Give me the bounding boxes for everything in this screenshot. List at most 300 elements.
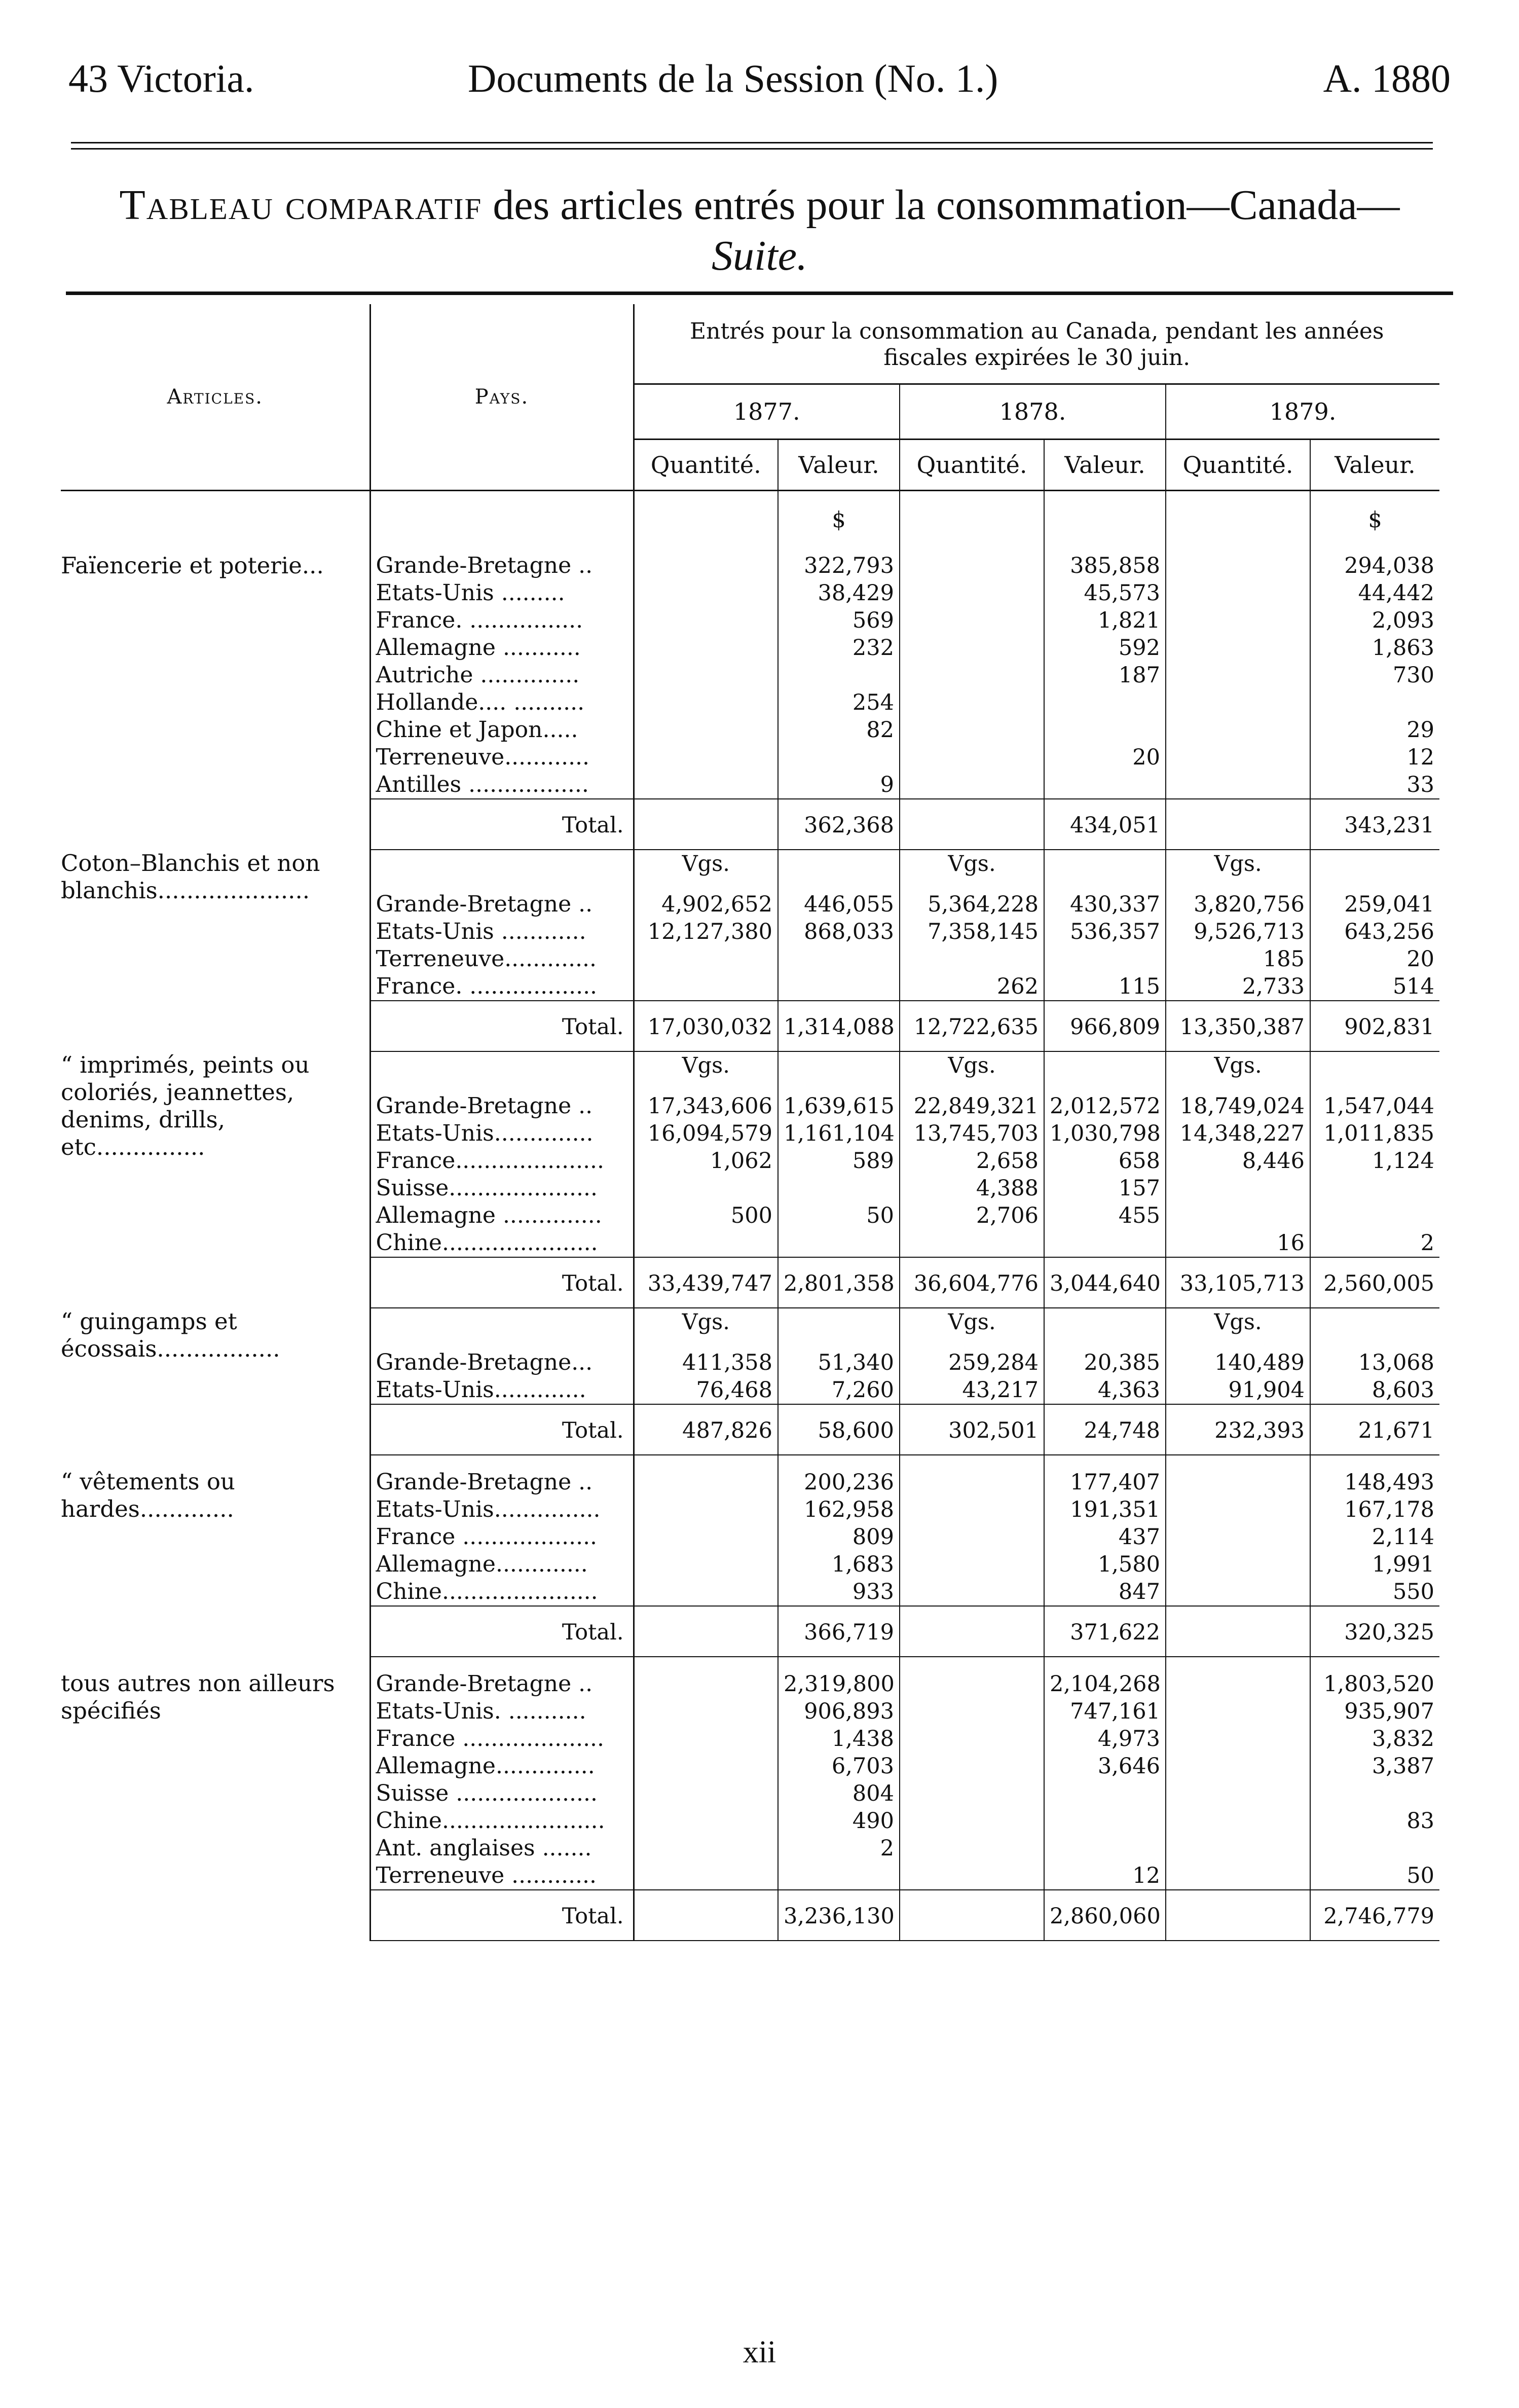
header-period: Entrés pour la consommation au Canada, pendant les années fiscales expirées le 30 juin. xyxy=(634,304,1439,384)
value-cell: 8,603 xyxy=(1372,1377,1435,1403)
value-cell: 446,055 xyxy=(778,878,900,918)
value-cell xyxy=(900,634,1044,662)
value-cell xyxy=(1166,771,1310,799)
value-cell: 259,284 xyxy=(900,1336,1044,1376)
value-cell: 115 xyxy=(1044,973,1166,1001)
total-cell xyxy=(1166,1606,1310,1657)
value-cell xyxy=(900,1523,1044,1551)
unit-label: Vgs. xyxy=(900,1308,1044,1336)
value-cell xyxy=(1044,1807,1166,1835)
value-cell: 232 xyxy=(778,634,900,662)
country-cell: Autriche .............. xyxy=(370,662,634,689)
value-cell: 809 xyxy=(778,1523,900,1551)
value-cell xyxy=(900,1229,1044,1257)
value-cell: 4,363 xyxy=(1044,1376,1166,1404)
value-cell xyxy=(1166,1835,1310,1862)
value-cell: 2,319,800 xyxy=(778,1657,900,1698)
country-cell: Allemagne............. xyxy=(370,1551,634,1578)
value-cell: 38,429 xyxy=(778,579,900,607)
title-lead: Tableau comparatif xyxy=(119,181,483,229)
val-1877: Valeur. xyxy=(778,440,900,491)
value-cell: 536,357 xyxy=(1044,918,1166,945)
value-cell: 550 xyxy=(1392,1579,1435,1604)
value-cell xyxy=(1310,689,1439,716)
total-cell: 24,748 xyxy=(1044,1404,1166,1455)
value-cell xyxy=(1166,1657,1310,1698)
value-cell xyxy=(900,716,1044,744)
total-cell: 343,231 xyxy=(1310,799,1439,850)
value-cell: 747,161 xyxy=(1044,1698,1166,1725)
value-cell: 162,958 xyxy=(778,1496,900,1523)
value-cell: 13,745,703 xyxy=(900,1120,1044,1147)
value-cell xyxy=(634,744,778,771)
value-cell: 592 xyxy=(1044,634,1166,662)
value-cell: 3,646 xyxy=(1044,1753,1166,1780)
value-cell xyxy=(634,1657,778,1698)
value-cell: 29 xyxy=(1406,717,1435,743)
unit-label: Vgs. xyxy=(1166,1308,1310,1336)
total-row xyxy=(61,1257,1439,1308)
country-cell: France. ................ xyxy=(370,607,634,634)
unit-label: Vgs. xyxy=(900,850,1044,878)
total-cell: 33,439,747 xyxy=(634,1257,778,1308)
total-cell xyxy=(900,1890,1044,1941)
value-cell: 33 xyxy=(1406,772,1435,797)
value-cell: 2,012,572 xyxy=(1044,1079,1166,1120)
value-cell xyxy=(1166,1202,1310,1229)
value-cell xyxy=(900,689,1044,716)
value-cell: 262 xyxy=(900,973,1044,1001)
value-cell: 17,343,606 xyxy=(634,1079,778,1120)
value-cell xyxy=(1166,1496,1310,1523)
country-cell: Etats-Unis............. xyxy=(370,1376,634,1404)
total-cell: 487,826 xyxy=(634,1404,778,1455)
value-cell xyxy=(634,1551,778,1578)
value-cell xyxy=(900,1496,1044,1523)
value-cell xyxy=(1044,1780,1166,1807)
value-cell xyxy=(634,1753,778,1780)
total-row xyxy=(61,799,1439,850)
value-cell: 1,438 xyxy=(778,1725,900,1753)
total-cell: 902,831 xyxy=(1310,1001,1439,1051)
value-cell: 12,127,380 xyxy=(634,918,778,945)
value-cell xyxy=(634,539,778,579)
total-row xyxy=(61,1404,1439,1455)
value-cell: 2 xyxy=(1420,1230,1435,1256)
country-cell: Chine....................... xyxy=(370,1807,634,1835)
value-cell xyxy=(900,1780,1044,1807)
country-cell: Ant. anglaises ....... xyxy=(370,1835,634,1862)
country-cell: Grande-Bretagne .. xyxy=(370,1455,634,1496)
value-cell xyxy=(1310,1175,1439,1202)
value-cell: 2,658 xyxy=(900,1147,1044,1175)
value-cell: 643,256 xyxy=(1344,919,1435,944)
total-cell: 371,622 xyxy=(1044,1606,1166,1657)
qty-1877: Quantité. xyxy=(634,440,778,491)
value-cell: 500 xyxy=(634,1202,778,1229)
value-cell: 76,468 xyxy=(634,1376,778,1404)
value-cell xyxy=(900,1455,1044,1496)
country-cell: France. .................. xyxy=(370,973,634,1001)
value-cell xyxy=(634,1496,778,1523)
value-cell xyxy=(900,744,1044,771)
value-cell xyxy=(1044,945,1166,973)
country-cell: Grande-Bretagne .. xyxy=(370,878,634,918)
value-cell: 50 xyxy=(778,1202,900,1229)
value-cell xyxy=(900,1725,1044,1753)
value-cell: 43,217 xyxy=(900,1376,1044,1404)
value-cell: 1,821 xyxy=(1044,607,1166,634)
value-cell xyxy=(900,1578,1044,1606)
value-cell: 569 xyxy=(778,607,900,634)
unit-row xyxy=(61,850,1439,878)
header-rule-top xyxy=(71,142,1433,143)
total-cell: 966,809 xyxy=(1044,1001,1166,1051)
value-cell: 16 xyxy=(1166,1229,1310,1257)
value-cell: 294,038 xyxy=(1344,553,1435,578)
header-rule-bottom xyxy=(71,148,1433,150)
value-cell: 7,358,145 xyxy=(900,918,1044,945)
value-cell: 140,489 xyxy=(1166,1336,1310,1376)
value-cell: 254 xyxy=(778,689,900,716)
article-label: tous autres non ailleurs spécifiés xyxy=(61,1670,335,1724)
country-cell: Suisse..................... xyxy=(370,1175,634,1202)
value-cell xyxy=(634,1807,778,1835)
value-cell xyxy=(634,1862,778,1890)
currency-mark: $ xyxy=(1368,507,1382,533)
country-cell: Terreneuve ............ xyxy=(370,1862,634,1890)
value-cell xyxy=(1166,1862,1310,1890)
value-cell: 20,385 xyxy=(1044,1336,1166,1376)
country-cell: Grande-Bretagne .. xyxy=(370,1079,634,1120)
value-cell xyxy=(634,1835,778,1862)
value-cell: 490 xyxy=(778,1807,900,1835)
value-cell xyxy=(900,1657,1044,1698)
value-cell xyxy=(634,973,778,1001)
value-cell xyxy=(634,1780,778,1807)
table-title xyxy=(81,180,1438,281)
total-cell: 366,719 xyxy=(778,1606,900,1657)
value-cell: 18,749,024 xyxy=(1166,1079,1310,1120)
value-cell: 385,858 xyxy=(1044,539,1166,579)
value-cell: 3,832 xyxy=(1372,1726,1435,1752)
value-cell xyxy=(634,1578,778,1606)
value-cell: 50 xyxy=(1406,1863,1435,1888)
year-1879: 1879. xyxy=(1166,384,1439,440)
year-1878: 1878. xyxy=(900,384,1166,440)
total-label: Total. xyxy=(370,1890,634,1941)
country-cell: Grande-Bretagne .. xyxy=(370,1657,634,1698)
table-row xyxy=(61,1657,1439,1698)
value-cell: 514 xyxy=(1392,974,1435,999)
country-cell: Suisse .................... xyxy=(370,1780,634,1807)
value-cell: 589 xyxy=(778,1147,900,1175)
value-cell: 804 xyxy=(778,1780,900,1807)
value-cell xyxy=(1166,1753,1310,1780)
year-1877: 1877. xyxy=(634,384,900,440)
value-cell xyxy=(900,1807,1044,1835)
country-cell: Etats-Unis ......... xyxy=(370,579,634,607)
unit-label: Vgs. xyxy=(634,850,778,878)
value-cell xyxy=(1166,1175,1310,1202)
value-cell xyxy=(1166,607,1310,634)
country-cell: Etats-Unis ............ xyxy=(370,918,634,945)
article-label: “ imprimés, peints ou coloriés, jeannettes, denims, drills, etc............... xyxy=(61,1051,310,1160)
val-1879: Valeur. xyxy=(1310,440,1439,491)
total-cell: 434,051 xyxy=(1044,799,1166,850)
value-cell xyxy=(1044,771,1166,799)
title-subtitle: Suite. xyxy=(712,232,807,279)
country-cell: Etats-Unis. ........... xyxy=(370,1698,634,1725)
value-cell xyxy=(778,662,900,689)
country-cell: Allemagne .............. xyxy=(370,1202,634,1229)
qty-1879: Quantité. xyxy=(1166,440,1310,491)
country-cell: Antilles ................. xyxy=(370,771,634,799)
total-cell xyxy=(634,1890,778,1941)
value-cell xyxy=(1044,689,1166,716)
value-cell: 1,639,615 xyxy=(778,1079,900,1120)
country-cell: Chine...................... xyxy=(370,1578,634,1606)
value-cell xyxy=(778,744,900,771)
country-cell: Allemagne.............. xyxy=(370,1753,634,1780)
unit-label: Vgs. xyxy=(1166,850,1310,878)
value-cell: 1,011,835 xyxy=(1323,1121,1435,1146)
value-cell xyxy=(1166,1780,1310,1807)
value-cell xyxy=(900,539,1044,579)
unit-label: Vgs. xyxy=(1166,1051,1310,1079)
value-cell: 847 xyxy=(1044,1578,1166,1606)
value-cell xyxy=(634,1698,778,1725)
value-cell xyxy=(634,1455,778,1496)
value-cell: 9 xyxy=(778,771,900,799)
value-cell: 658 xyxy=(1044,1147,1166,1175)
country-cell: France .................... xyxy=(370,1725,634,1753)
value-cell: 7,260 xyxy=(778,1376,900,1404)
value-cell xyxy=(1310,1202,1439,1229)
value-cell: 83 xyxy=(1406,1808,1435,1834)
article-label: “ guingamps et écossais................. xyxy=(61,1308,280,1362)
value-cell xyxy=(1166,744,1310,771)
total-cell: 3,236,130 xyxy=(778,1890,900,1941)
value-cell xyxy=(1166,662,1310,689)
value-cell: 185 xyxy=(1166,945,1310,973)
total-label: Total. xyxy=(370,1404,634,1455)
value-cell: 906,893 xyxy=(778,1698,900,1725)
value-cell: 4,388 xyxy=(900,1175,1044,1202)
value-cell xyxy=(900,607,1044,634)
value-cell xyxy=(634,1725,778,1753)
value-cell: 177,407 xyxy=(1044,1455,1166,1496)
value-cell xyxy=(778,1862,900,1890)
total-cell: 302,501 xyxy=(900,1404,1044,1455)
unit-label: Vgs. xyxy=(634,1308,778,1336)
value-cell xyxy=(1310,1835,1439,1862)
value-cell: 6,703 xyxy=(778,1753,900,1780)
country-cell: Chine...................... xyxy=(370,1229,634,1257)
value-cell xyxy=(634,579,778,607)
value-cell: 1,803,520 xyxy=(1323,1671,1435,1697)
value-cell: 45,573 xyxy=(1044,579,1166,607)
value-cell xyxy=(1166,1807,1310,1835)
value-cell: 14,348,227 xyxy=(1166,1120,1310,1147)
value-cell: 4,973 xyxy=(1044,1725,1166,1753)
total-cell: 3,044,640 xyxy=(1044,1257,1166,1308)
header-articles: Articles. xyxy=(61,304,370,491)
total-cell: 2,560,005 xyxy=(1310,1257,1439,1308)
value-cell xyxy=(900,1551,1044,1578)
value-cell: 187 xyxy=(1044,662,1166,689)
value-cell: 1,683 xyxy=(778,1551,900,1578)
value-cell: 157 xyxy=(1044,1175,1166,1202)
total-cell: 2,801,358 xyxy=(778,1257,900,1308)
value-cell xyxy=(900,771,1044,799)
total-cell: 17,030,032 xyxy=(634,1001,778,1051)
value-cell xyxy=(900,1862,1044,1890)
value-cell xyxy=(634,1175,778,1202)
value-cell: 1,161,104 xyxy=(778,1120,900,1147)
total-label: Total. xyxy=(370,1001,634,1051)
value-cell xyxy=(1166,689,1310,716)
value-cell xyxy=(634,662,778,689)
total-cell: 36,604,776 xyxy=(900,1257,1044,1308)
value-cell: 933 xyxy=(778,1578,900,1606)
value-cell xyxy=(1044,1229,1166,1257)
value-cell: 5,364,228 xyxy=(900,878,1044,918)
value-cell: 1,991 xyxy=(1372,1552,1435,1577)
session-label: 43 Victoria. xyxy=(68,56,254,100)
value-cell xyxy=(1166,1578,1310,1606)
value-cell xyxy=(1166,634,1310,662)
value-cell xyxy=(900,1753,1044,1780)
value-cell xyxy=(634,945,778,973)
total-cell xyxy=(1166,799,1310,850)
value-cell xyxy=(900,579,1044,607)
total-cell: 362,368 xyxy=(778,799,900,850)
country-cell: France ................... xyxy=(370,1523,634,1551)
value-cell xyxy=(1310,1780,1439,1807)
value-cell: 91,904 xyxy=(1166,1376,1310,1404)
total-row xyxy=(61,1606,1439,1657)
value-cell xyxy=(1166,1551,1310,1578)
page-number: xii xyxy=(743,2335,776,2369)
value-cell: 455 xyxy=(1044,1202,1166,1229)
running-head xyxy=(68,56,1451,112)
value-cell: 22,849,321 xyxy=(900,1079,1044,1120)
value-cell xyxy=(1166,716,1310,744)
document-series: Documents de la Session (No. 1.) xyxy=(468,56,998,100)
value-cell xyxy=(900,1835,1044,1862)
value-cell: 1,547,044 xyxy=(1323,1093,1435,1119)
table-row xyxy=(61,1455,1439,1496)
value-cell xyxy=(634,689,778,716)
value-cell: 9,526,713 xyxy=(1166,918,1310,945)
country-cell: Chine et Japon..... xyxy=(370,716,634,744)
header-pays: Pays. xyxy=(370,304,634,491)
value-cell: 20 xyxy=(1044,744,1166,771)
value-cell: 51,340 xyxy=(778,1336,900,1376)
value-cell: 200,236 xyxy=(778,1455,900,1496)
qty-1878: Quantité. xyxy=(900,440,1044,491)
value-cell: 82 xyxy=(778,716,900,744)
value-cell: 12 xyxy=(1044,1862,1166,1890)
value-cell: 20 xyxy=(1406,946,1435,972)
value-cell xyxy=(1044,1835,1166,1862)
total-cell: 12,722,635 xyxy=(900,1001,1044,1051)
total-cell: 13,350,387 xyxy=(1166,1001,1310,1051)
value-cell: 322,793 xyxy=(778,539,900,579)
total-cell: 33,105,713 xyxy=(1166,1257,1310,1308)
value-cell: 935,907 xyxy=(1344,1699,1435,1724)
value-cell xyxy=(778,1229,900,1257)
value-cell: 2 xyxy=(778,1835,900,1862)
value-cell: 8,446 xyxy=(1166,1147,1310,1175)
value-cell xyxy=(634,1523,778,1551)
total-label: Total. xyxy=(370,1606,634,1657)
article-label: “ vêtements ou hardes............. xyxy=(61,1468,235,1522)
value-cell xyxy=(1166,1455,1310,1496)
comparison-table xyxy=(61,304,1439,1941)
value-cell xyxy=(1166,1698,1310,1725)
unit-row xyxy=(61,1308,1439,1336)
value-cell: 730 xyxy=(1392,663,1435,688)
article-label: Faïencerie et poterie... xyxy=(61,552,324,579)
value-cell xyxy=(900,1698,1044,1725)
value-cell xyxy=(634,716,778,744)
country-cell: Grande-Bretagne .. xyxy=(370,539,634,579)
value-cell: 2,093 xyxy=(1372,608,1435,633)
value-cell: 1,863 xyxy=(1372,635,1435,661)
total-cell xyxy=(900,799,1044,850)
total-cell xyxy=(1166,1890,1310,1941)
value-cell: 411,358 xyxy=(634,1336,778,1376)
value-cell: 4,902,652 xyxy=(634,878,778,918)
total-row xyxy=(61,1001,1439,1051)
total-cell: 232,393 xyxy=(1166,1404,1310,1455)
value-cell: 191,351 xyxy=(1044,1496,1166,1523)
value-cell: 437 xyxy=(1044,1523,1166,1551)
total-cell xyxy=(634,799,778,850)
value-cell: 3,820,756 xyxy=(1166,878,1310,918)
total-cell: 2,860,060 xyxy=(1044,1890,1166,1941)
title-line xyxy=(81,180,1438,231)
value-cell xyxy=(634,771,778,799)
value-cell: 3,387 xyxy=(1372,1754,1435,1779)
total-label: Total. xyxy=(370,1257,634,1308)
value-cell: 44,442 xyxy=(1358,580,1435,606)
value-cell: 868,033 xyxy=(778,918,900,945)
value-cell xyxy=(634,607,778,634)
unit-row xyxy=(61,1051,1439,1079)
value-cell xyxy=(778,973,900,1001)
value-cell xyxy=(634,1229,778,1257)
value-cell: 430,337 xyxy=(1044,878,1166,918)
country-cell: Terreneuve............ xyxy=(370,744,634,771)
value-cell xyxy=(634,634,778,662)
country-cell: Etats-Unis.............. xyxy=(370,1120,634,1147)
value-cell: 259,041 xyxy=(1344,892,1435,917)
currency-mark: $ xyxy=(778,491,900,539)
country-cell: Etats-Unis............... xyxy=(370,1496,634,1523)
total-cell: 2,746,779 xyxy=(1310,1890,1439,1941)
value-cell: 2,114 xyxy=(1372,1524,1435,1550)
value-cell: 1,030,798 xyxy=(1044,1120,1166,1147)
country-cell: Hollande.... .......... xyxy=(370,689,634,716)
value-cell: 1,580 xyxy=(1044,1551,1166,1578)
country-cell: Terreneuve............. xyxy=(370,945,634,973)
value-cell xyxy=(1166,579,1310,607)
country-cell: Allemagne ........... xyxy=(370,634,634,662)
value-cell: 148,493 xyxy=(1344,1470,1435,1495)
